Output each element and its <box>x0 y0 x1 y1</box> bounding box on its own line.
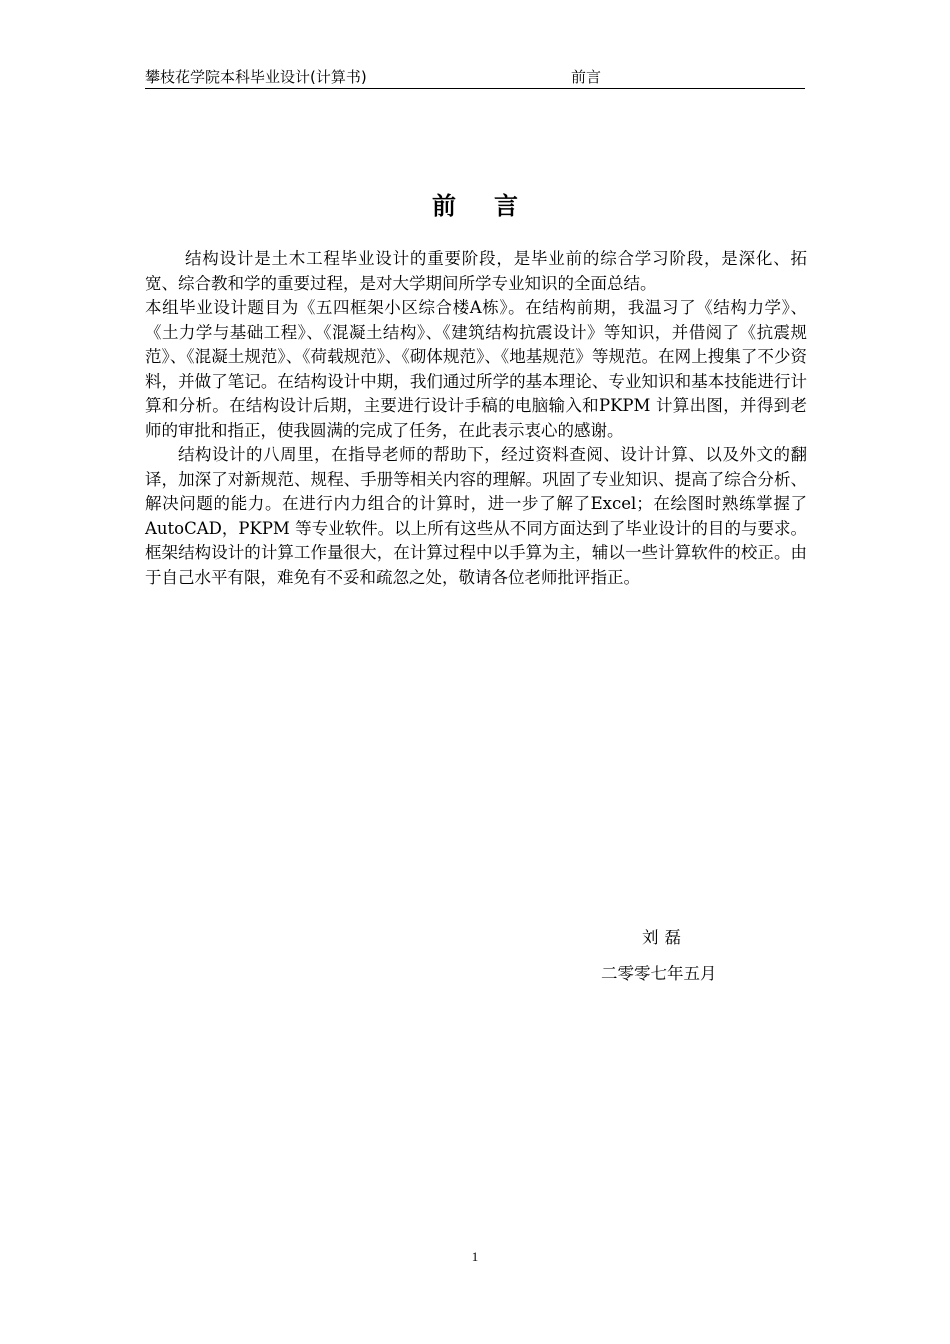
header-school-title: 攀枝花学院本科毕业设计(计算书) <box>145 68 367 86</box>
signature-name: 刘磊 <box>642 928 687 947</box>
paragraph-2: 本组毕业设计题目为《五四框架小区综合楼A栋》。在结构前期，我温习了《结构力学》、《土力学与基础工程》、《混凝土结构》、《建筑结构抗震设计》等知识，并借阅了《抗震规范》、《混凝土规范》、《荷载规范》、《砌体规范》、《地基规范》等规范。在网上搜集了不少资料，并做了笔记。在结构设计中期，我们通过所学的基本理论、专业知识和基本技能进行计算和分析。在结构设计后期，主要进行设计手稿的电脑输入和PKPM 计算出图，并得到老师的审批和指正，使我圆满的完成了任务，在此表示衷心的感谢。 <box>145 298 807 440</box>
document-body <box>145 247 807 590</box>
page-title: 前言 <box>432 192 556 220</box>
header-section-title: 前言 <box>571 68 602 86</box>
page-header <box>145 66 805 89</box>
paragraph-3: 结构设计的八周里，在指导老师的帮助下，经过资料查阅、设计计算、以及外文的翻译，加深了对新规范、规程、手册等相关内容的理解。巩固了专业知识、提高了综合分析、解决问题的能力。在进行内力组合的计算时，进一步了解了Excel；在绘图时熟练掌握了AutoCAD，PKPM 等专业软件。以上所有这些从不同方面达到了毕业设计的目的与要求。框架结构设计的计算工作量很大，在计算过程中以手算为主，辅以一些计算软件的校正。由于自己水平有限，难免有不妥和疏忽之处，敬请各位老师批评指正。 <box>145 445 807 587</box>
signature-date: 二零零七年五月 <box>601 964 717 983</box>
page-number: 1 <box>471 1249 479 1264</box>
paragraph-1: 结构设计是土木工程毕业设计的重要阶段，是毕业前的综合学习阶段，是深化、拓宽、综合教和学的重要过程，是对大学期间所学专业知识的全面总结。 <box>145 249 807 293</box>
